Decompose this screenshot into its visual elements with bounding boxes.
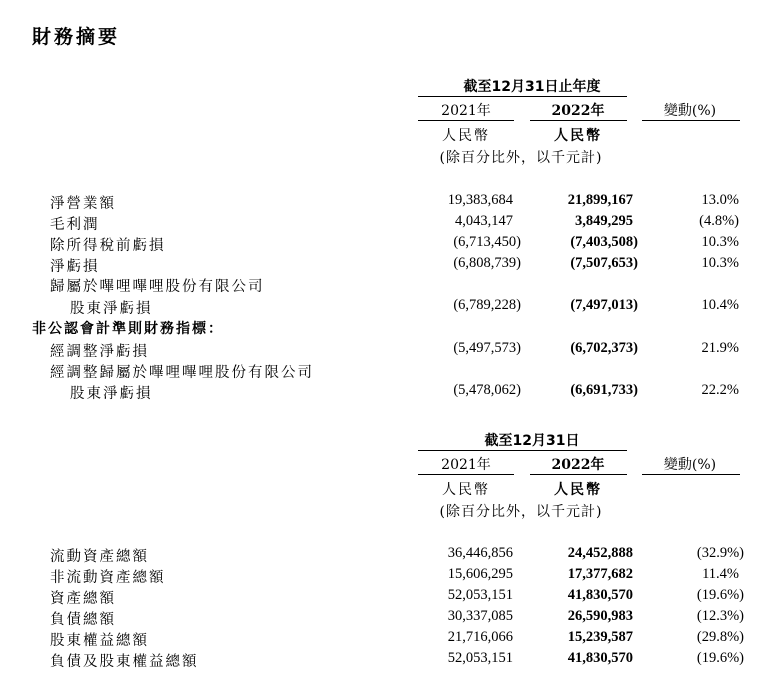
value-2022: (6,691,733)	[570, 382, 638, 398]
value-2022: (6,702,373)	[570, 340, 638, 356]
row-label: 毛利潤	[50, 217, 100, 233]
row-label: 非流動資產總額	[50, 570, 166, 586]
change-value: 11.4%	[702, 566, 739, 582]
column-rule-2022	[530, 474, 627, 475]
value-2022: 24,452,888	[567, 545, 633, 561]
value-2021: (5,497,573)	[453, 340, 521, 356]
column-header-2022: 2022年	[551, 103, 605, 119]
value-2022: 41,830,570	[567, 650, 633, 666]
column-header-change: 變動(%)	[663, 457, 717, 473]
period-header: 截至12月31日止年度	[463, 79, 601, 95]
period-header: 截至12月31日	[484, 433, 580, 449]
value-2022: 26,590,983	[567, 608, 633, 624]
header-rule	[418, 96, 627, 97]
currency-2022: 人民幣	[554, 482, 602, 498]
value-2022: 41,830,570	[567, 587, 633, 603]
value-2021: 15,606,295	[447, 566, 513, 582]
change-value: (19.6%)	[696, 650, 744, 666]
column-rule-change	[642, 474, 740, 475]
currency-2021: 人民幣	[442, 482, 490, 498]
row-label: 資產總額	[50, 591, 116, 607]
non-gaap-section-header: 非公認會計準則財務指標：	[32, 321, 224, 337]
units-note: (除百分比外，以千元計)	[439, 150, 603, 166]
row-label: 淨虧損	[50, 259, 100, 275]
value-2022: (7,507,653)	[570, 255, 638, 271]
column-header-2022: 2022年	[551, 457, 605, 473]
change-value: 10.3%	[701, 255, 739, 271]
value-2021: 19,383,684	[447, 192, 513, 208]
change-value: (29.8%)	[696, 629, 744, 645]
value-2021: 21,716,066	[447, 629, 513, 645]
value-2021: 52,053,151	[447, 650, 513, 666]
change-value: 10.3%	[701, 234, 739, 250]
value-2022: 21,899,167	[567, 192, 633, 208]
column-rule-2022	[530, 120, 627, 121]
value-2021: (6,808,739)	[453, 255, 521, 271]
row-label: 經調整歸屬於嗶哩嗶哩股份有限公司	[50, 365, 314, 381]
currency-2022: 人民幣	[554, 128, 602, 144]
column-header-2021: 2021年	[441, 457, 491, 473]
value-2021: 4,043,147	[455, 213, 513, 229]
value-2022: 3,849,295	[575, 213, 633, 229]
column-header-2021: 2021年	[441, 103, 491, 119]
row-label: 負債總額	[50, 612, 116, 628]
value-2021: (6,789,228)	[453, 297, 521, 313]
change-value: (4.8%)	[699, 213, 739, 229]
row-label: 股東權益總額	[50, 633, 149, 649]
value-2021: 30,337,085	[447, 608, 513, 624]
value-2021: 52,053,151	[447, 587, 513, 603]
value-2022: (7,403,508)	[570, 234, 638, 250]
change-value: 21.9%	[701, 340, 739, 356]
value-2021: (6,713,450)	[453, 234, 521, 250]
units-note: (除百分比外，以千元計)	[439, 504, 603, 520]
column-rule-2021	[418, 474, 514, 475]
row-label: 淨營業額	[50, 196, 116, 212]
column-rule-2021	[418, 120, 514, 121]
value-2021: (5,478,062)	[453, 382, 521, 398]
row-label: 歸屬於嗶哩嗶哩股份有限公司	[50, 279, 265, 295]
value-2022: 15,239,587	[567, 629, 633, 645]
page-title: 財務摘要	[32, 26, 121, 48]
row-label: 負債及股東權益總額	[50, 654, 199, 670]
column-rule-change	[642, 120, 740, 121]
change-value: (19.6%)	[696, 587, 744, 603]
value-2022: (7,497,013)	[570, 297, 638, 313]
header-rule	[418, 450, 627, 451]
value-2021: 36,446,856	[447, 545, 513, 561]
change-value: 13.0%	[701, 192, 739, 208]
row-label: 經調整淨虧損	[50, 344, 149, 360]
column-header-change: 變動(%)	[663, 103, 717, 119]
currency-2021: 人民幣	[442, 128, 490, 144]
row-label-continued: 股東淨虧損	[70, 386, 153, 402]
row-label: 除所得稅前虧損	[50, 238, 166, 254]
row-label-continued: 股東淨虧損	[70, 301, 153, 317]
change-value: (32.9%)	[696, 545, 744, 561]
value-2022: 17,377,682	[567, 566, 633, 582]
change-value: (12.3%)	[696, 608, 744, 624]
change-value: 22.2%	[701, 382, 739, 398]
row-label: 流動資產總額	[50, 549, 149, 565]
change-value: 10.4%	[701, 297, 739, 313]
